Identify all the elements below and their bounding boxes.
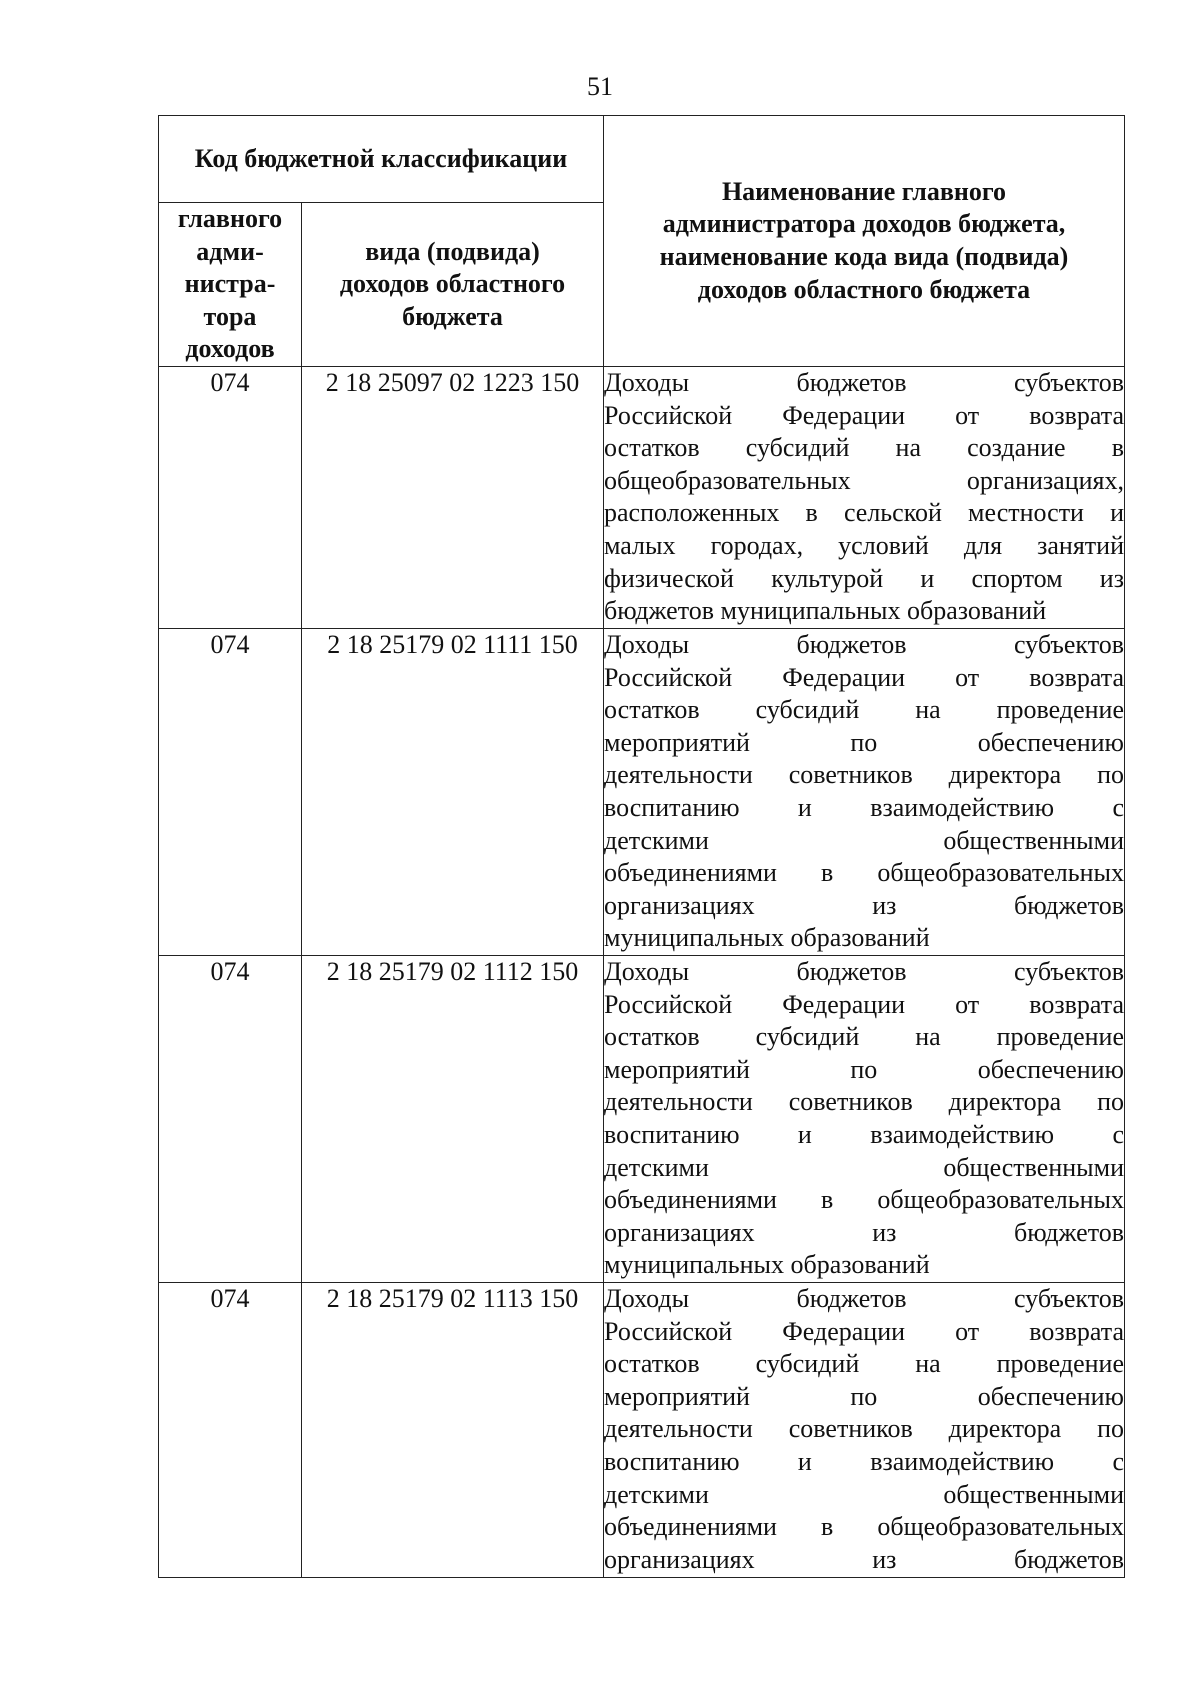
header-admin-line: доходов <box>185 334 275 364</box>
revenue-name-cell <box>604 628 1125 955</box>
revenue-name-line: объединениями в общеобразовательных <box>604 1512 1124 1542</box>
revenue-name-line: Российской Федерации от возврата <box>604 400 1124 430</box>
revenue-name-line: Российской Федерации от возврата <box>604 662 1124 692</box>
revenue-name-line: Доходы бюджетов субъектов <box>604 367 1124 397</box>
header-admin-column <box>159 203 302 367</box>
revenue-name-line: воспитанию и взаимодействию с <box>604 792 1124 822</box>
header-code-line: бюджета <box>402 301 503 331</box>
header-admin-line: главного <box>177 204 283 233</box>
header-name-line: наименование кода вида (подвида) <box>659 241 1069 271</box>
table-row <box>159 628 1125 955</box>
budget-classification-table <box>158 115 1125 1578</box>
revenue-name-line: Российской Федерации от возврата <box>604 1316 1124 1346</box>
revenue-name-line: организациях из бюджетов <box>604 1217 1124 1247</box>
revenue-name-line: остатков субсидий на проведение <box>604 1349 1124 1379</box>
revenue-code-cell: 2 18 25097 02 1223 150 <box>302 366 604 628</box>
header-name-line: доходов областного бюджета <box>697 274 1031 304</box>
header-code-line: вида (подвида) <box>365 236 540 266</box>
revenue-name-line: детскими общественными <box>604 1479 1124 1509</box>
revenue-name-line: малых городах, условий для занятий <box>604 530 1124 560</box>
revenue-name-line: общеобразовательных организациях, <box>604 465 1124 495</box>
revenue-name-line: физической культурой и спортом из <box>604 563 1124 593</box>
revenue-name-line: воспитанию и взаимодействию с <box>604 1119 1124 1149</box>
page-number: 51 <box>587 72 613 101</box>
revenue-name-line: мероприятий по обеспечению <box>604 1054 1124 1084</box>
revenue-name-line: объединениями в общеобразовательных <box>604 858 1124 888</box>
admin-code-cell: 074 <box>159 1282 302 1577</box>
revenue-name-line: остатков субсидий на проведение <box>604 695 1124 725</box>
revenue-name-line: бюджетов муниципальных образований <box>604 596 1047 626</box>
revenue-name-line: деятельности советников директора по <box>604 1414 1124 1444</box>
revenue-name-line: организациях из бюджетов <box>604 890 1124 920</box>
revenue-name-line: объединениями в общеобразовательных <box>604 1185 1124 1215</box>
revenue-code-cell: 2 18 25179 02 1112 150 <box>302 955 604 1282</box>
header-admin-line: тора <box>203 301 257 331</box>
admin-code-cell: 074 <box>159 366 302 628</box>
revenue-name-cell <box>604 366 1125 628</box>
revenue-name-line: остатков субсидий на создание в <box>604 433 1124 463</box>
admin-code-cell: 074 <box>159 955 302 1282</box>
revenue-code-cell: 2 18 25179 02 1113 150 <box>302 1282 604 1577</box>
revenue-name-line: Доходы бюджетов субъектов <box>604 629 1124 659</box>
revenue-name-line: организациях из бюджетов <box>604 1544 1124 1574</box>
header-name-line: администратора доходов бюджета, <box>662 209 1066 239</box>
revenue-name-line: расположенных в сельской местности и <box>604 498 1124 528</box>
table-row <box>159 1282 1125 1577</box>
revenue-name-line: деятельности советников директора по <box>604 1087 1124 1117</box>
header-budget-classification-code: Код бюджетной классификации <box>159 116 604 203</box>
revenue-name-line: деятельности советников директора по <box>604 760 1124 790</box>
header-admin-line: нистра- <box>184 269 276 299</box>
revenue-name-line: воспитанию и взаимодействию с <box>604 1446 1124 1476</box>
table-row <box>159 955 1125 1282</box>
revenue-name-line: Доходы бюджетов субъектов <box>604 956 1124 986</box>
header-name-line: Наименование главного <box>721 176 1007 206</box>
table-body <box>159 366 1125 1577</box>
revenue-name-cell <box>604 955 1125 1282</box>
header-code-line: доходов областного <box>339 269 566 299</box>
revenue-name-line: муниципальных образований <box>604 1250 930 1280</box>
header-admin-line: адми- <box>196 236 264 266</box>
revenue-name-line: Доходы бюджетов субъектов <box>604 1283 1124 1313</box>
revenue-name-line: остатков субсидий на проведение <box>604 1022 1124 1052</box>
revenue-name-line: детскими общественными <box>604 825 1124 855</box>
revenue-name-line: мероприятий по обеспечению <box>604 727 1124 757</box>
revenue-name-line: мероприятий по обеспечению <box>604 1381 1124 1411</box>
revenue-name-line: муниципальных образований <box>604 923 930 953</box>
table-row <box>159 366 1125 628</box>
revenue-name-line: Российской Федерации от возврата <box>604 989 1124 1019</box>
admin-code-cell: 074 <box>159 628 302 955</box>
header-code-column <box>302 203 604 367</box>
revenue-code-cell: 2 18 25179 02 1111 150 <box>302 628 604 955</box>
table-header <box>159 116 1125 367</box>
header-name-column <box>604 116 1125 367</box>
revenue-name-cell <box>604 1282 1125 1577</box>
revenue-name-line: детскими общественными <box>604 1152 1124 1182</box>
